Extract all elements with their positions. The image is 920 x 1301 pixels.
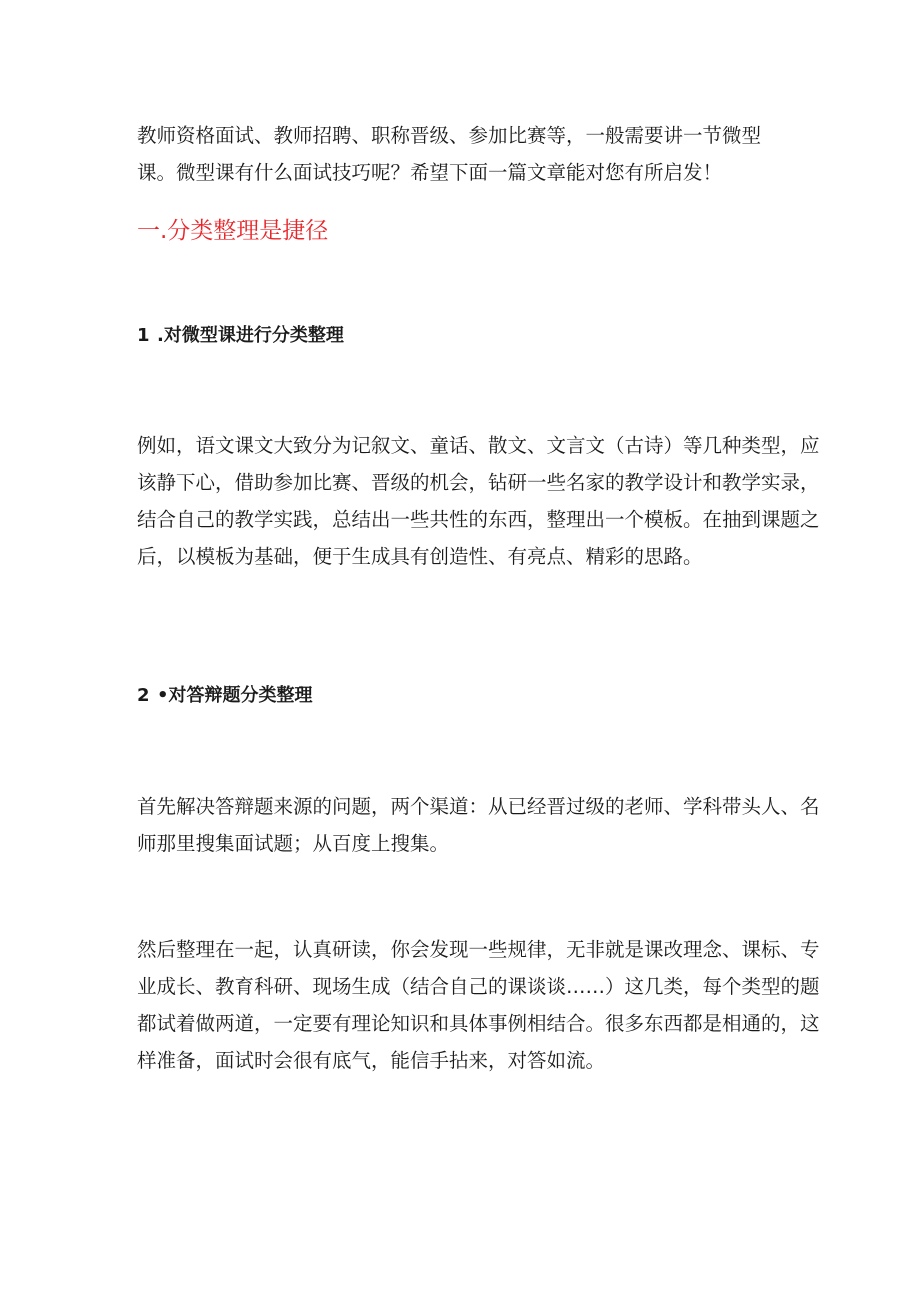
paragraph-line: 例如，语文课文大致分为记叙文、童话、散文、文言文（古诗）等几种类型，应 [137,434,820,457]
subsection-title-2 [137,683,313,709]
subsection-heading-text: •对答辩题分类整理 [157,685,313,706]
paragraph-line: 业成长、教育科研、现场生成（结合自己的课谈谈……）这几类，每个类型的题 [137,975,820,998]
subsection-2-paragraph-1 [137,788,820,862]
paragraph-line: 后，以模板为基础，便于生成具有创造性、有亮点、精彩的思路。 [137,545,703,568]
paragraph-line: 样准备，面试时会很有底气，能信手拈来，对答如流。 [137,1049,606,1072]
paragraph-line: 首先解决答辩题来源的问题，两个渠道：从已经晋过级的老师、学科带头人、名 [137,795,820,818]
intro-paragraph [137,117,797,191]
subsection-number: 2 [137,685,150,706]
intro-line: 课。微型课有什么面试技巧呢？希望下面一篇文章能对您有所启发！ [137,161,723,184]
intro-line: 教师资格面试、教师招聘、职称晋级、参加比赛等，一般需要讲一节微型 [137,124,762,147]
paragraph-line: 然后整理在一起，认真研读，你会发现一些规律，无非就是课改理念、课标、专 [137,938,820,961]
subsection-heading-text: .对微型课进行分类整理 [157,325,344,346]
subsection-1-paragraph [137,427,820,575]
subsection-title-1 [137,323,344,349]
paragraph-line: 结合自己的教学实践，总结出一些共性的东西，整理出一个模板。在抽到课题之 [137,508,820,531]
subsection-2-paragraph-2 [137,931,820,1079]
paragraph-line: 该静下心，借助参加比赛、晋级的机会，钻研一些名家的教学设计和教学实录， [137,471,820,494]
paragraph-line: 师那里搜集面试题；从百度上搜集。 [137,832,450,855]
paragraph-line: 都试着做两道，一定要有理论知识和具体事例相结合。很多东西都是相通的，这 [137,1012,820,1035]
section-title: 一.分类整理是捷径 [137,218,329,244]
subsection-number: 1 [137,325,150,346]
